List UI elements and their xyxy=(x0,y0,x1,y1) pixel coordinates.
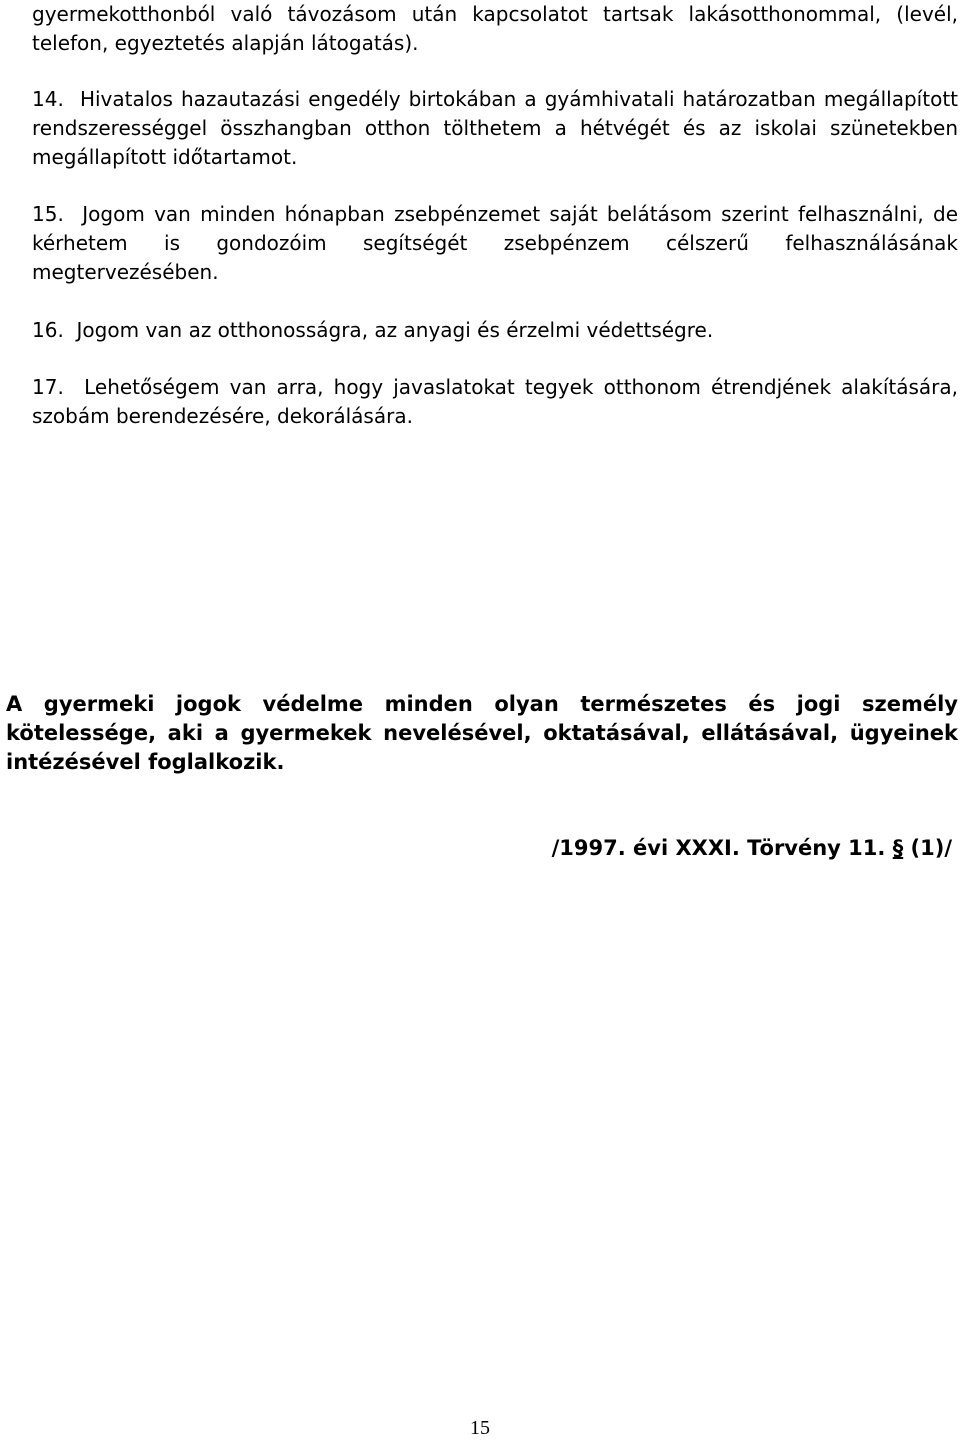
list-item xyxy=(32,85,958,172)
item-number: 15. xyxy=(32,202,64,226)
item-number: 17. xyxy=(32,375,64,399)
intro-continuation: gyermekotthonból való távozásom után kapcsolatot tartsak lakásotthonommal, (levél, telefon, egyeztetés alapján látogatás). xyxy=(32,2,958,55)
child-rights-quote: A gyermeki jogok védelme minden olyan természetes és jogi személy kötelessége, aki a gyermekek nevelésével, oktatásával, ellátásával, ügyeinek intézésével foglalkozik. xyxy=(6,692,958,774)
section-sign: § xyxy=(892,836,904,860)
item-number: 14. xyxy=(32,87,64,111)
page-number: 15 xyxy=(470,1417,490,1439)
item-text: Jogom van minden hónapban zsebpénzemet saját belátásom szerint felhasználni, de kérhetem is gondozóim segítségét zsebpénzem célszerű felhasználásának megtervezésében. xyxy=(32,202,958,284)
item-text: Hivatalos hazautazási engedély birtokában a gyámhivatali határozatban megállapított rendszerességgel összhangban otthon tölthetem a hétvégét és az iskolai szünetekben megállapított időtartamot. xyxy=(32,87,959,169)
item-text: Jogom van az otthonosságra, az anyagi és érzelmi védettségre. xyxy=(76,318,714,342)
list-item xyxy=(32,200,958,287)
law-reference-prefix: /1997. évi XXXI. Törvény 11. xyxy=(551,836,893,860)
item-text: Lehetőségem van arra, hogy javaslatokat tegyek otthonom étrendjének alakítására, szobám berendezésére, dekorálására. xyxy=(32,375,958,428)
law-reference xyxy=(552,834,952,863)
law-reference-suffix: (1)/ xyxy=(903,836,952,860)
item-number: 16. xyxy=(32,318,64,342)
list-item xyxy=(32,373,958,431)
list-item xyxy=(32,316,958,345)
